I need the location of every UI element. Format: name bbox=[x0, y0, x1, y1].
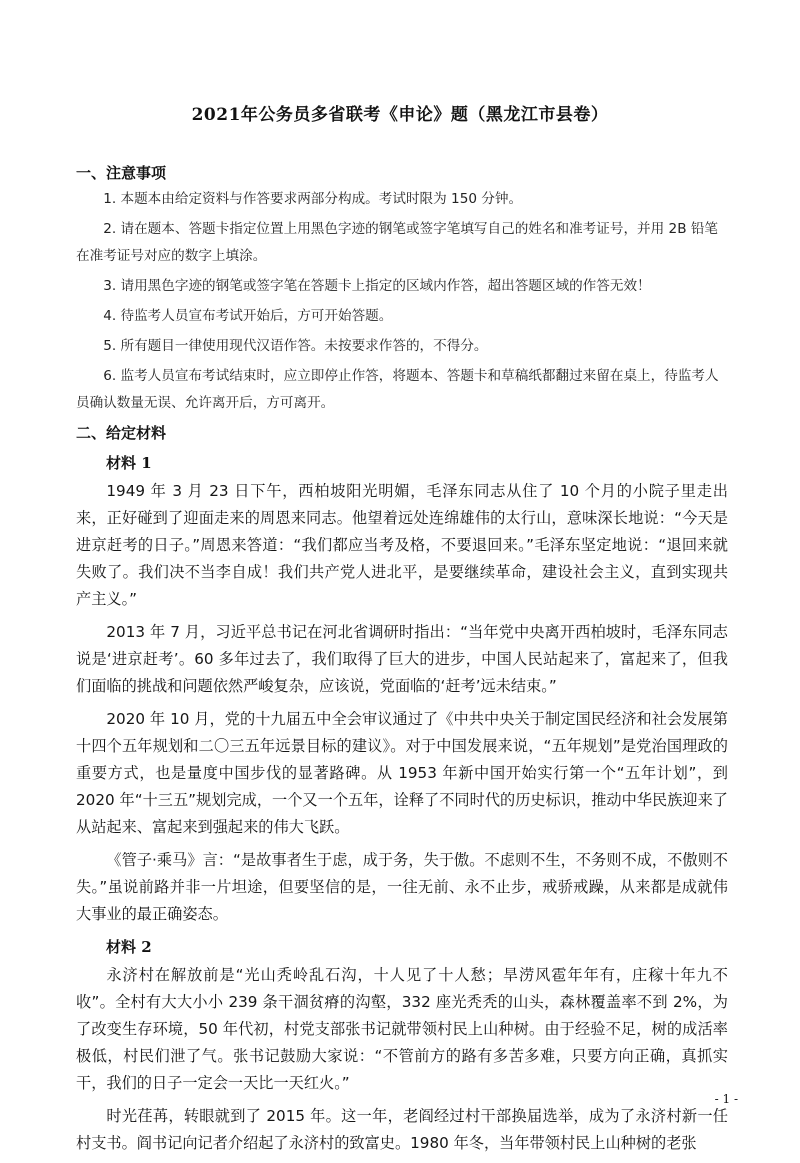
material-paragraph: 《管子·乘马》言：“是故事者生于虑，成于务，失于傲。不虑则不生，不务则不成，不傲则不失。”虽说前路并非一片坦途，但要坚信的是，一往无前、永不止步，戒骄戒躁，从来都是成就伟大事业的最正确姿态。 bbox=[76, 851, 728, 923]
note-item: 5. 所有题目一律使用现代汉语作答。未按要求作答的，不得分。 bbox=[103, 338, 488, 354]
document-body bbox=[76, 160, 728, 1163]
note-item: 6. 监考人员宣布考试结束时，应立即停止作答，将题本、答题卡和草稿纸都翻过来留在桌上，待监考人员确认数量无误、允许离开后，方可离开。 bbox=[76, 368, 719, 411]
note-item: 4. 待监考人员宣布考试开始后，方可开始答题。 bbox=[103, 308, 393, 324]
material-title: 材料 2 bbox=[106, 938, 152, 956]
page-number: - 1 - bbox=[714, 1092, 738, 1106]
material-paragraph: 时光荏苒，转眼就到了 2015 年。这一年，老阎经过村干部换届选举，成为了永济村新一任村支书。阎书记向记者介绍起了永济村的致富史。1980 年冬，当年带领村民上山种树的老张 bbox=[76, 1107, 728, 1152]
material-paragraph: 1949 年 3 月 23 日下午，西柏坡阳光明媚，毛泽东同志从住了 10 个月的小院子里走出来，正好碰到了迎面走来的周恩来同志。他望着远处连绵雄伟的太行山，意味深长地说：“今天是进京赶考的日子。”周恩来答道：“我们都应当考及格，不要退回来。”毛泽东坚定地说：“退回来就失败了。我们决不当李自成！我们共产党人进北平，是要继续革命，建设社会主义，直到实现共产主义。” bbox=[76, 482, 728, 608]
section-heading-notes: 一、注意事项 bbox=[76, 164, 167, 182]
document-title: 2021年公务员多省联考《申论》题（黑龙江市县卷） bbox=[191, 105, 609, 125]
note-item: 1. 本题本由给定资料与作答要求两部分构成。考试时限为 150 分钟。 bbox=[103, 191, 523, 207]
note-item: 3. 请用黑色字迹的钢笔或签字笔在答题卡上指定的区域内作答，超出答题区域的作答无效！ bbox=[103, 278, 651, 294]
material-paragraph: 2013 年 7 月，习近平总书记在河北省调研时指出：“当年党中央离开西柏坡时，毛泽东同志说是‘进京赶考’。60 多年过去了，我们取得了巨大的进步，中国人民站起来了，富起来了，但我们面临的挑战和问题依然严峻复杂，应该说，党面临的‘赶考’远未结束。” bbox=[76, 623, 728, 695]
material-paragraph: 永济村在解放前是“光山秃岭乱石沟，十人见了十人愁；旱涝风雹年年有，庄稼十年九不收”。全村有大大小小 239 条干涸贫瘠的沟壑，332 座光秃秃的山头，森林覆盖率不到 2%，为了改变生存环境，50 年代初，村党支部张书记就带领村民上山种树。由于经验不足，树的成活率极低，村民们泄了气。张书记鼓励大家说：“不管前方的路有多苦多难，只要方向正确，真抓实干，我们的日子一定会一天比一天红火。” bbox=[76, 966, 728, 1092]
section-heading-materials: 二、给定材料 bbox=[76, 424, 167, 442]
material-paragraph: 2020 年 10 月，党的十九届五中全会审议通过了《中共中央关于制定国民经济和社会发展第十四个五年规划和二〇三五年远景目标的建议》。对于中国发展来说，“五年规划”是党治国理政的重要方式，也是量度中国步伐的显著路碑。从 1953 年新中国开始实行第一个“五年计划”，到 2020 年“十三五”规划完成，一个又一个五年，诠释了不同时代的历史标识，推动中华民族迎来了从站起来、富起来到强起来的伟大飞跃。 bbox=[76, 710, 728, 836]
note-item: 2. 请在题本、答题卡指定位置上用黑色字迹的钢笔或签字笔填写自己的姓名和准考证号，并用 2B 铅笔在准考证号对应的数字上填涂。 bbox=[76, 221, 719, 264]
material-title: 材料 1 bbox=[106, 454, 152, 472]
